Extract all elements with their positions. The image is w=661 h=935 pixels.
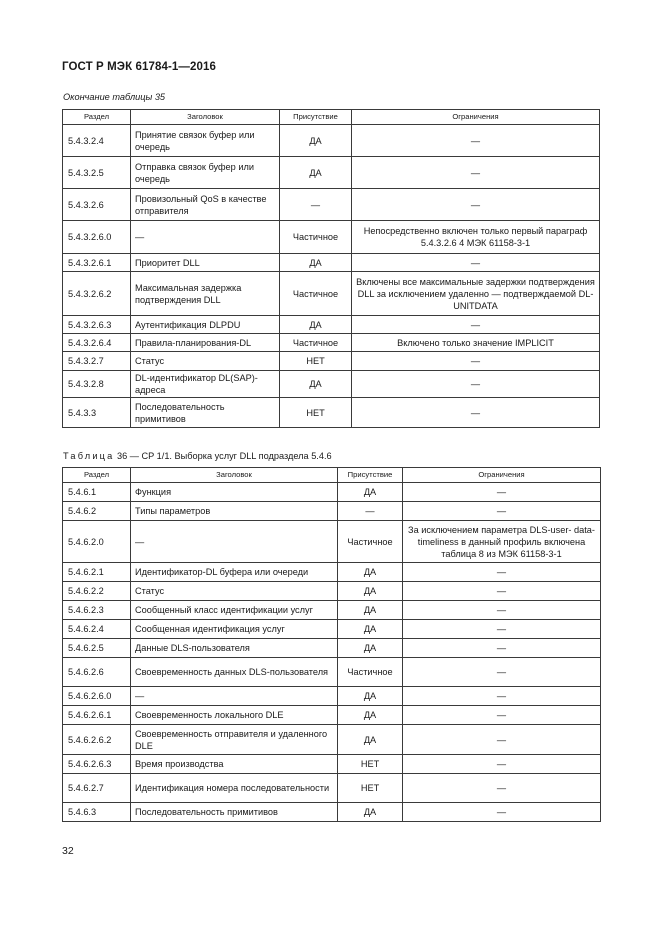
cell-title: Идентификатор-DL буфера или очереди [131, 563, 338, 582]
table-row [63, 316, 600, 334]
table-row [63, 582, 601, 601]
cell-presence: ДА [338, 725, 403, 755]
cell-section: 5.4.6.2.6.2 [63, 725, 131, 755]
table36-caption-prefix: Таблица [63, 451, 115, 461]
cell-title: Время производства [131, 755, 338, 774]
table36-caption-text: 36 — CP 1/1. Выборка услуг DLL подраздела 5.4.6 [114, 451, 332, 461]
col-header-presence: Присутствие [338, 468, 403, 483]
table-36 [62, 467, 601, 822]
table-row [63, 254, 600, 272]
table35-body [63, 125, 600, 428]
cell-limits: — [403, 687, 601, 706]
col-header-title: Заголовок [131, 468, 338, 483]
cell-section: 5.4.6.2 [63, 502, 131, 521]
col-header-limits: Ограничения [403, 468, 601, 483]
cell-title: Правила-планирования-DL [131, 334, 280, 352]
cell-section: 5.4.3.2.6.0 [63, 221, 131, 254]
cell-presence: ДА [280, 125, 352, 157]
cell-presence: Частичное [338, 658, 403, 687]
col-header-limits: Ограничения [352, 110, 600, 125]
table-row [63, 639, 601, 658]
cell-section: 5.4.6.2.3 [63, 601, 131, 620]
cell-limits: Включены все максимальные задержки подтверждения DLL за исключением удаленно — подтверждаемой DL-UNITDATA [352, 272, 600, 316]
cell-limits: — [352, 125, 600, 157]
cell-section: 5.4.3.2.6.1 [63, 254, 131, 272]
cell-section: 5.4.3.2.6 [63, 189, 131, 221]
col-header-presence: Присутствие [280, 110, 352, 125]
cell-presence: — [280, 189, 352, 221]
cell-section: 5.4.6.2.5 [63, 639, 131, 658]
cell-title: Последовательность примитивов [131, 398, 280, 428]
table-row [63, 620, 601, 639]
cell-section: 5.4.6.2.6 [63, 658, 131, 687]
table35-caption: Окончание таблицы 35 [63, 92, 166, 102]
table-row [63, 221, 600, 254]
cell-presence: ДА [338, 582, 403, 601]
cell-title: Приоритет DLL [131, 254, 280, 272]
cell-limits: — [352, 189, 600, 221]
cell-limits: — [403, 658, 601, 687]
cell-limits: — [403, 774, 601, 803]
cell-title: Аутентификация DLPDU [131, 316, 280, 334]
table-row [63, 272, 600, 316]
cell-section: 5.4.3.2.6.4 [63, 334, 131, 352]
cell-section: 5.4.6.2.4 [63, 620, 131, 639]
table-row [63, 352, 600, 371]
col-header-section: Раздел [63, 468, 131, 483]
cell-section: 5.4.3.2.7 [63, 352, 131, 371]
table-row [63, 483, 601, 502]
cell-limits: — [403, 803, 601, 822]
table36-caption [63, 451, 332, 461]
cell-presence: Частичное [338, 521, 403, 563]
cell-title: Идентификация номера последовательности [131, 774, 338, 803]
table-row [63, 755, 601, 774]
cell-title: Статус [131, 352, 280, 371]
cell-presence: ДА [280, 157, 352, 189]
table36-header-row [63, 468, 601, 483]
cell-presence: ДА [338, 706, 403, 725]
cell-limits: — [403, 725, 601, 755]
table-row [63, 521, 601, 563]
table-row [63, 706, 601, 725]
cell-limits: — [403, 483, 601, 502]
cell-limits: — [403, 563, 601, 582]
cell-section: 5.4.6.3 [63, 803, 131, 822]
table-row [63, 371, 600, 398]
table-row [63, 601, 601, 620]
cell-section: 5.4.6.2.6.1 [63, 706, 131, 725]
cell-presence: НЕТ [338, 755, 403, 774]
cell-section: 5.4.6.2.0 [63, 521, 131, 563]
table-row [63, 563, 601, 582]
cell-limits: Включено только значение IMPLICIT [352, 334, 600, 352]
table-row [63, 687, 601, 706]
cell-presence: — [338, 502, 403, 521]
cell-presence: НЕТ [338, 774, 403, 803]
cell-presence: Частичное [280, 221, 352, 254]
cell-section: 5.4.6.2.2 [63, 582, 131, 601]
cell-section: 5.4.3.2.5 [63, 157, 131, 189]
cell-limits: — [352, 157, 600, 189]
cell-title: Своевременность данных DLS-пользователя [131, 658, 338, 687]
cell-presence: ДА [338, 803, 403, 822]
cell-title: Своевременность локального DLE [131, 706, 338, 725]
cell-title: — [131, 687, 338, 706]
cell-presence: НЕТ [280, 352, 352, 371]
cell-limits: Непосредственно включен только первый параграф 5.4.3.2.6 4 МЭК 61158-3-1 [352, 221, 600, 254]
cell-section: 5.4.6.2.7 [63, 774, 131, 803]
cell-title: Функция [131, 483, 338, 502]
cell-title: — [131, 521, 338, 563]
cell-limits: За исключением параметра DLS-user- data-timeliness в данный профиль включена таблица 8 из МЭК 61158-3-1 [403, 521, 601, 563]
cell-limits: — [403, 755, 601, 774]
cell-presence: ДА [338, 563, 403, 582]
cell-presence: ДА [338, 687, 403, 706]
cell-section: 5.4.6.1 [63, 483, 131, 502]
cell-title: Типы параметров [131, 502, 338, 521]
cell-presence: НЕТ [280, 398, 352, 428]
cell-limits: — [352, 316, 600, 334]
cell-presence: ДА [280, 254, 352, 272]
cell-presence: ДА [338, 639, 403, 658]
cell-limits: — [352, 398, 600, 428]
table-row [63, 125, 600, 157]
table36-body [63, 483, 601, 822]
cell-title: Сообщенный класс идентификации услуг [131, 601, 338, 620]
cell-title: Своевременность отправителя и удаленного DLE [131, 725, 338, 755]
cell-title: Отправка связок буфер или очередь [131, 157, 280, 189]
cell-presence: ДА [280, 371, 352, 398]
cell-title: Данные DLS-пользователя [131, 639, 338, 658]
cell-limits: — [403, 502, 601, 521]
table-row [63, 803, 601, 822]
table-row [63, 658, 601, 687]
table-row [63, 334, 600, 352]
cell-section: 5.4.3.2.4 [63, 125, 131, 157]
standard-header: ГОСТ Р МЭК 61784-1—2016 [62, 61, 216, 73]
cell-title: Принятие связок буфер или очередь [131, 125, 280, 157]
cell-presence: ДА [338, 601, 403, 620]
cell-presence: ДА [338, 483, 403, 502]
cell-section: 5.4.3.3 [63, 398, 131, 428]
cell-limits: — [403, 706, 601, 725]
cell-title: Провизольный QoS в качестве отправителя [131, 189, 280, 221]
cell-title: DL-идентификатор DL(SAP)-адреса [131, 371, 280, 398]
cell-section: 5.4.3.2.6.2 [63, 272, 131, 316]
table-row [63, 189, 600, 221]
cell-limits: — [403, 620, 601, 639]
table-row [63, 157, 600, 189]
table-row [63, 398, 600, 428]
cell-presence: Частичное [280, 334, 352, 352]
table-row [63, 725, 601, 755]
cell-title: Статус [131, 582, 338, 601]
cell-limits: — [352, 254, 600, 272]
cell-section: 5.4.3.2.8 [63, 371, 131, 398]
table-35 [62, 109, 600, 428]
cell-limits: — [352, 371, 600, 398]
cell-section: 5.4.6.2.6.3 [63, 755, 131, 774]
table-row [63, 502, 601, 521]
cell-section: 5.4.6.2.6.0 [63, 687, 131, 706]
cell-title: Сообщенная идентификация услуг [131, 620, 338, 639]
cell-limits: — [403, 601, 601, 620]
cell-presence: ДА [280, 316, 352, 334]
cell-presence: Частичное [280, 272, 352, 316]
cell-limits: — [403, 639, 601, 658]
page-number: 32 [62, 845, 74, 857]
cell-section: 5.4.6.2.1 [63, 563, 131, 582]
cell-title: — [131, 221, 280, 254]
col-header-section: Раздел [63, 110, 131, 125]
cell-section: 5.4.3.2.6.3 [63, 316, 131, 334]
cell-limits: — [352, 352, 600, 371]
cell-limits: — [403, 582, 601, 601]
cell-presence: ДА [338, 620, 403, 639]
cell-title: Максимальная задержка подтверждения DLL [131, 272, 280, 316]
cell-title: Последовательность примитивов [131, 803, 338, 822]
col-header-title: Заголовок [131, 110, 280, 125]
table-row [63, 774, 601, 803]
table35-header-row [63, 110, 600, 125]
